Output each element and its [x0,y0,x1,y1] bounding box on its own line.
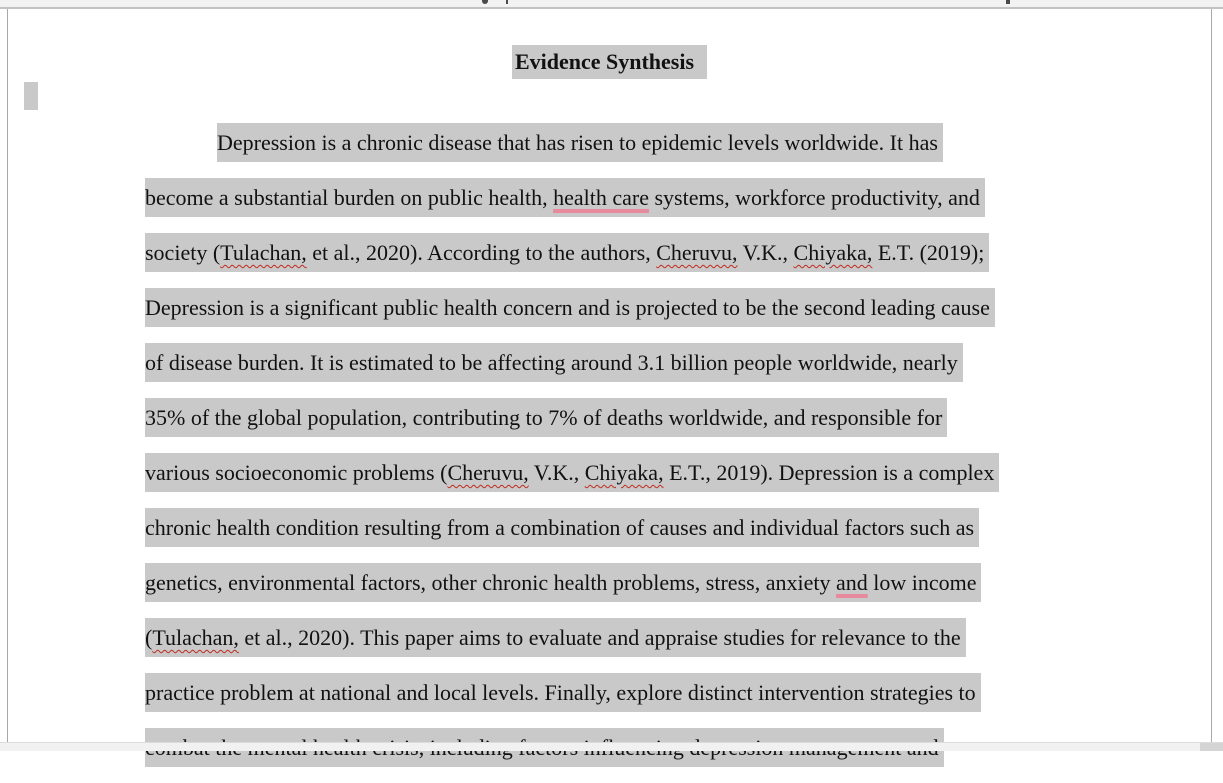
text-line[interactable] [145,618,1095,673]
selected-text [145,398,947,437]
spellcheck-squiggle: Tulachan, [152,625,239,650]
text-run: genetics, environmental factors, other chronic health problems, stress, anxiety [145,570,836,595]
text-line[interactable] [145,178,1095,233]
text-run: V.K., [737,240,794,265]
text-run: practice problem at national and local levels. Finally, explore distinct intervention strategies to [145,680,976,705]
spellcheck-squiggle: Tulachan, [220,240,307,265]
clipped-text-fragment [506,0,508,4]
text-run: society ( [145,240,221,265]
selected-text [145,508,979,547]
scrollbar-corner [1200,743,1223,751]
text-line[interactable] [145,563,1095,618]
text-line[interactable] [145,288,1095,343]
text-line[interactable] [217,123,1095,178]
top-chrome-strip [0,0,1223,9]
grammar-underline: and [835,570,868,595]
selected-text [145,453,999,492]
document-title-line[interactable] [8,45,1211,79]
margin-selection-fragment [24,82,38,110]
grammar-underline: health care [553,185,649,210]
selected-text [217,123,943,162]
spellcheck-squiggle: Chiyaka, [584,460,664,485]
text-run: low income [867,570,977,595]
text-line[interactable] [145,398,1095,453]
text-run: of disease burden. It is estimated to be affecting around 3.1 billion people worldwide, nearly [145,350,958,375]
text-run: et al., 2020). According to the authors, [306,240,657,265]
selected-text [145,673,981,712]
selected-text [145,343,963,382]
text-run: Depression is a chronic disease that has risen to epidemic levels worldwide. It has [217,130,938,155]
selected-text [145,178,985,217]
text-line[interactable] [145,343,1095,398]
selected-text [145,288,995,327]
horizontal-scrollbar[interactable] [0,742,1223,751]
text-line[interactable] [145,233,1095,288]
document-page[interactable] [7,9,1212,751]
spellcheck-squiggle: Cheruvu, [656,240,738,265]
spellcheck-squiggle: Cheruvu, [447,460,529,485]
text-line[interactable] [145,728,1095,783]
selected-text [145,618,966,657]
text-run: various socioeconomic problems ( [145,460,448,485]
document-title: Evidence Synthesis [512,45,707,79]
text-run: E.T., 2019). Depression is a complex [663,460,995,485]
paragraph[interactable] [145,123,1095,783]
selected-text [145,233,989,272]
clipped-text-fragment [1006,0,1010,4]
text-run: et al., 2020). This paper aims to evaluate and appraise studies for relevance to the [238,625,961,650]
text-run: E.T. (2019); [872,240,985,265]
text-line[interactable] [145,453,1095,508]
text-run: chronic health condition resulting from a combination of causes and individual factors such as [145,515,975,540]
clipped-text-fragment [482,0,488,4]
text-line[interactable] [145,508,1095,563]
text-run: Depression is a significant public health concern and is projected to be the second leading cause [145,295,990,320]
text-line[interactable] [145,673,1095,728]
text-run: 35% of the global population, contributing to 7% of deaths worldwide, and responsible for [145,405,943,430]
text-run: systems, workforce productivity, and [648,185,980,210]
text-run: V.K., [528,460,585,485]
selected-text [145,563,981,602]
text-run: ( [145,625,153,650]
text-run: become a substantial burden on public health, [145,185,554,210]
spellcheck-squiggle: Chiyaka, [793,240,873,265]
